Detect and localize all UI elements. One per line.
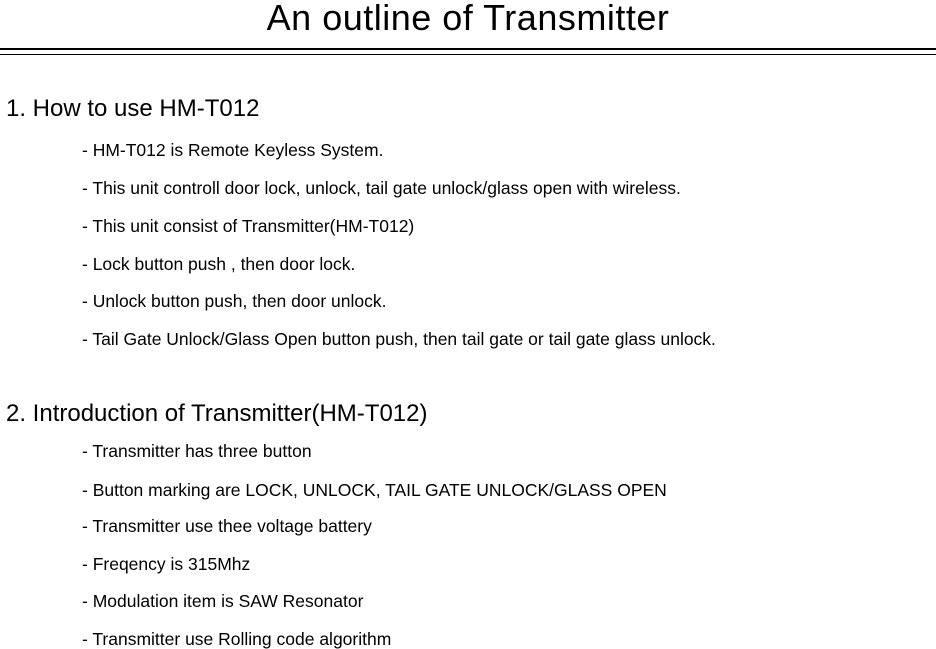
document-title: An outline of Transmitter <box>266 0 670 38</box>
list-item: - Unlock button push, then door unlock. <box>82 291 387 311</box>
list-item: - Transmitter use thee voltage battery <box>82 516 372 536</box>
title-divider-thick <box>0 48 936 50</box>
list-item: - This unit consist of Transmitter(HM-T012) <box>82 216 415 236</box>
list-item: - Freqency is 315Mhz <box>82 554 251 574</box>
list-item: - This unit controll door lock, unlock, tail gate unlock/glass open with wireless. <box>82 178 681 198</box>
list-item: - Lock button push , then door lock. <box>82 254 356 274</box>
list-item: - Button marking are LOCK, UNLOCK, TAIL GATE UNLOCK/GLASS OPEN <box>82 480 667 500</box>
list-item: - Modulation item is SAW Resonator <box>82 591 364 611</box>
title-divider-thin <box>0 54 936 55</box>
section-heading: 2. Introduction of Transmitter(HM-T012) <box>6 400 428 427</box>
list-item: - HM-T012 is Remote Keyless System. <box>82 140 384 160</box>
list-item: - Transmitter has three button <box>82 441 312 461</box>
section-heading: 1. How to use HM-T012 <box>6 95 260 122</box>
list-item: - Transmitter use Rolling code algorithm <box>82 629 392 649</box>
list-item: - Tail Gate Unlock/Glass Open button push, then tail gate or tail gate glass unlock. <box>82 329 716 349</box>
